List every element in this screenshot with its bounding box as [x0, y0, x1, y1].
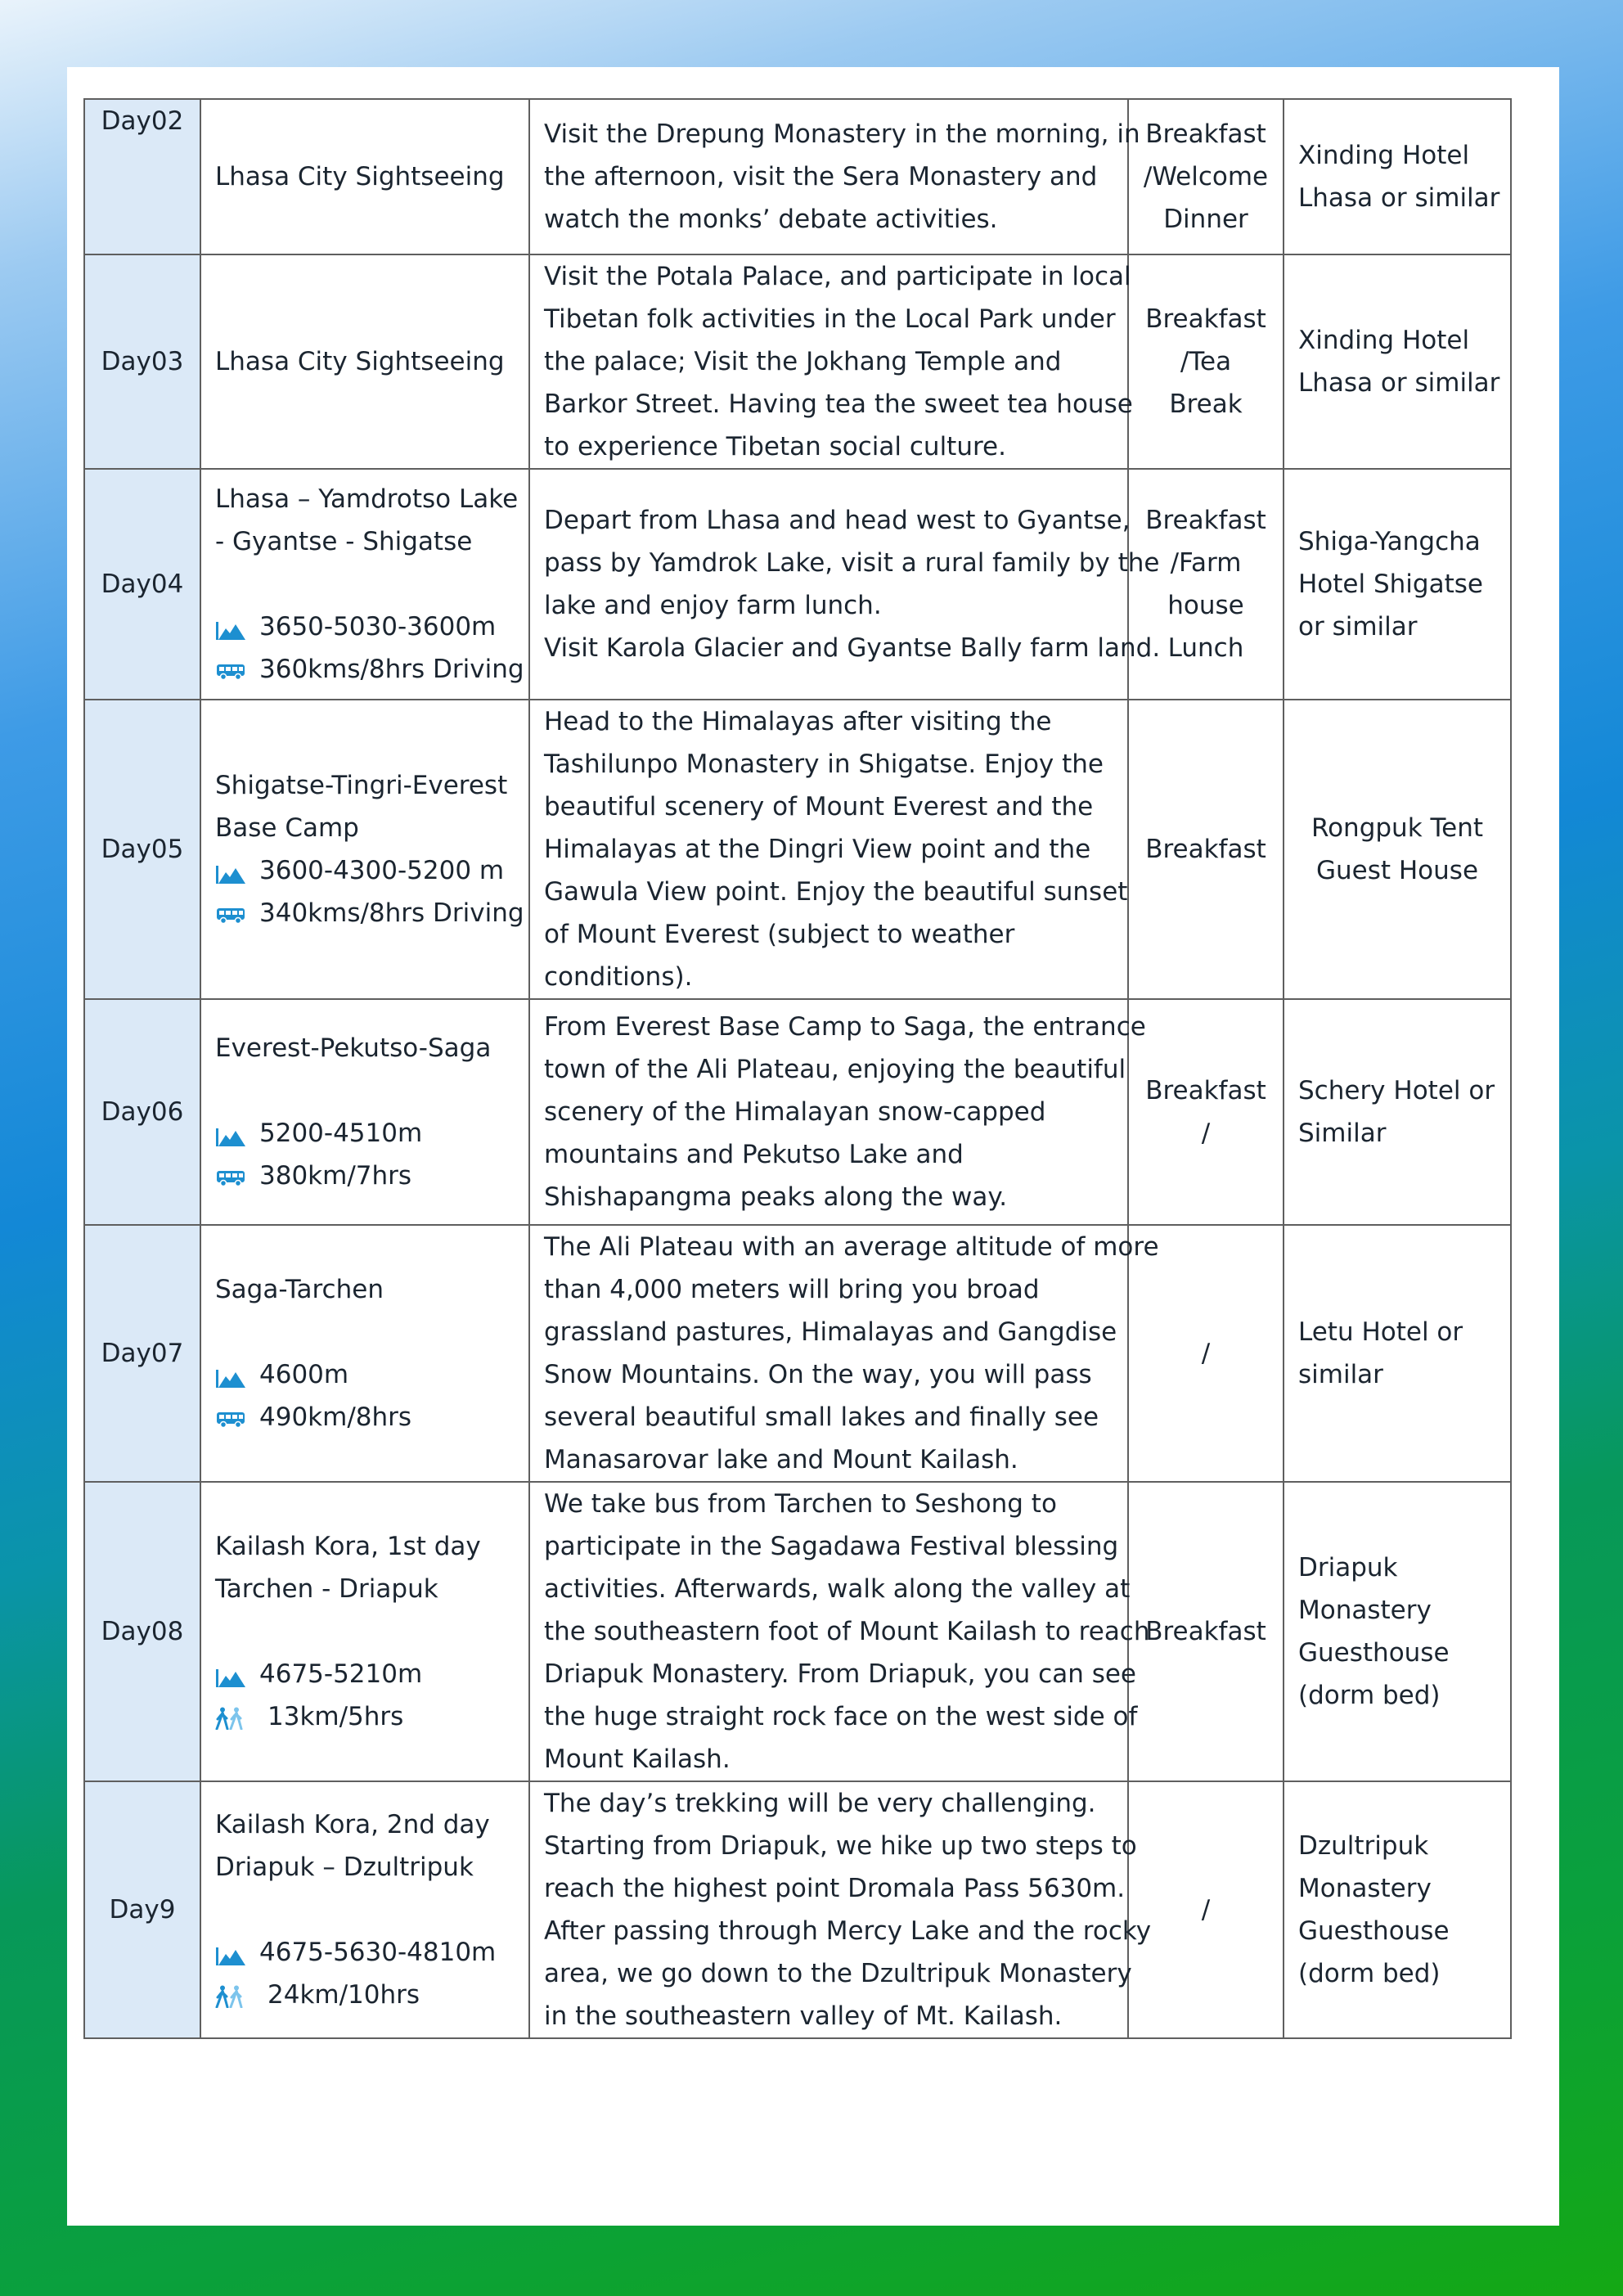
meals-line: Breakfast [1145, 506, 1266, 535]
trek-value: 24km/10hrs [268, 1980, 420, 2010]
description-line: participate in the Sagadawa Festival blessing [544, 1532, 1119, 1561]
description-line: mountains and Pekutso Lake and [544, 1140, 964, 1169]
hotel-cell [1284, 254, 1511, 469]
day-label: Day9 [109, 1895, 176, 1925]
description-cell [529, 469, 1161, 700]
trek-line [215, 1974, 515, 2016]
hotel-line: Xinding Hotel [1298, 141, 1470, 170]
description-line: Driapuk Monastery. From Driapuk, you can see [544, 1659, 1136, 1689]
hotel-cell [1284, 1482, 1511, 1781]
description-line: watch the monks’ debate activities. [544, 205, 998, 234]
route-line: Lhasa – Yamdrotso Lake [215, 484, 519, 514]
route-cell [200, 700, 529, 999]
hotel-line: Lhasa or similar [1298, 368, 1500, 398]
bus-icon [215, 660, 246, 682]
bus-icon [215, 1407, 246, 1430]
route-line: Lhasa City Sightseeing [215, 347, 505, 376]
spacer [215, 563, 515, 606]
description-line: Head to the Himalayas after visiting the [544, 707, 1052, 736]
day-cell [84, 1482, 200, 1781]
description-line: Visit the Potala Palace, and participate in local [544, 262, 1131, 291]
hotel-line: Schery Hotel or [1298, 1076, 1495, 1105]
description-line: Tashilunpo Monastery in Shigatse. Enjoy the [544, 750, 1104, 779]
distance-line [215, 1396, 515, 1438]
itinerary-page [67, 67, 1559, 2226]
distance-value: 380km/7hrs [259, 1161, 412, 1191]
mountain-icon [215, 861, 246, 884]
spacer [215, 1069, 515, 1112]
hotel-cell [1284, 999, 1511, 1225]
hotel-line: Hotel Shigatse [1298, 569, 1483, 599]
description-line: Tibetan folk activities in the Local Park under [544, 304, 1116, 334]
description-cell [529, 999, 1146, 1225]
route-line: Driapuk – Dzultripuk [215, 1853, 474, 1882]
hotel-line: Monastery [1298, 1874, 1432, 1903]
day-label: Day06 [101, 1097, 184, 1127]
meals-line: Breakfast [1145, 119, 1266, 149]
altitude-line [215, 1112, 515, 1155]
day-cell [84, 99, 200, 254]
altitude-value: 4600m [259, 1360, 349, 1389]
description-line: Himalayas at the Dingri View point and the [544, 835, 1091, 864]
description-line: Mount Kailash. [544, 1745, 731, 1774]
route-cell [200, 469, 529, 700]
itinerary-row [84, 999, 1511, 1225]
itinerary-row [84, 700, 1511, 999]
route-line: Saga-Tarchen [215, 1275, 384, 1304]
hotel-line: Similar [1298, 1119, 1387, 1148]
description-line: scenery of the Himalayan snow-capped [544, 1097, 1046, 1127]
route-cell [200, 1225, 529, 1482]
description-cell [529, 700, 1128, 999]
meals-cell [1128, 1781, 1284, 2038]
day-label: Day05 [101, 835, 184, 864]
distance-line [215, 892, 524, 934]
meals-line: Dinner [1163, 205, 1248, 234]
bus-icon [215, 1166, 246, 1189]
hotel-line: Xinding Hotel [1298, 326, 1470, 355]
meals-cell [1128, 469, 1284, 700]
day-cell [84, 1225, 200, 1482]
distance-line [215, 1155, 515, 1197]
day-label: Day02 [101, 106, 184, 136]
hotel-cell [1284, 469, 1511, 700]
mountain-icon [215, 1943, 246, 1965]
spacer [215, 1610, 515, 1653]
mountain-icon [215, 1664, 246, 1687]
day-cell [84, 700, 200, 999]
meals-cell [1128, 254, 1284, 469]
description-line: Manasarovar lake and Mount Kailash. [544, 1445, 1018, 1474]
day-label: Day03 [101, 347, 184, 376]
day-cell [84, 999, 200, 1225]
meals-line: /Tea [1180, 347, 1232, 376]
itinerary-row [84, 1781, 1511, 2038]
description-cell [529, 1225, 1159, 1482]
day-label: Day04 [101, 569, 184, 599]
meals-line: /Farm [1170, 548, 1242, 578]
description-line: From Everest Base Camp to Saga, the entrance [544, 1012, 1146, 1042]
meals-line: / [1201, 1119, 1211, 1148]
description-line: several beautiful small lakes and finally see [544, 1402, 1099, 1432]
hotel-line: Guesthouse [1298, 1638, 1450, 1668]
hotel-line: Dzultripuk [1298, 1831, 1429, 1861]
meals-line: Break [1169, 389, 1243, 419]
description-line: than 4,000 meters will bring you broad [544, 1275, 1040, 1304]
description-cell [529, 254, 1133, 469]
description-line: Visit the Drepung Monastery in the morning, in [544, 119, 1140, 149]
description-line: Snow Mountains. On the way, you will pass [544, 1360, 1092, 1389]
meals-cell [1128, 1225, 1284, 1482]
meals-line: house [1167, 591, 1244, 620]
route-cell [200, 1781, 529, 2038]
trek-value: 13km/5hrs [268, 1702, 404, 1731]
description-line: conditions). [544, 962, 693, 992]
route-line: Kailash Kora, 1st day [215, 1532, 481, 1561]
meals-line: / [1201, 1339, 1211, 1368]
route-cell [200, 99, 529, 254]
altitude-line [215, 1353, 515, 1396]
hotel-line: Letu Hotel or [1298, 1317, 1463, 1347]
description-line: the afternoon, visit the Sera Monastery and [544, 162, 1098, 191]
hotel-line: Guest House [1315, 856, 1479, 885]
description-cell [529, 1781, 1152, 2038]
meals-line: Breakfast [1145, 1076, 1266, 1105]
itinerary-row [84, 1482, 1511, 1781]
mountain-icon [215, 1123, 246, 1146]
itinerary-row [84, 99, 1511, 254]
description-cell [529, 99, 1140, 254]
description-line: After passing through Mercy Lake and the rocky [544, 1916, 1152, 1946]
itinerary-row [84, 469, 1511, 700]
hotel-line: similar [1298, 1360, 1383, 1389]
altitude-value: 5200-4510m [259, 1119, 423, 1148]
route-line: Shigatse-Tingri-Everest [215, 771, 508, 800]
hotel-line: Rongpuk Tent [1311, 813, 1484, 843]
hikers-icon [215, 1985, 246, 2008]
description-line: the palace; Visit the Jokhang Temple and [544, 347, 1062, 376]
description-line: beautiful scenery of Mount Everest and the [544, 792, 1094, 822]
bus-icon [215, 903, 246, 926]
meals-cell [1128, 999, 1284, 1225]
route-line: Everest-Pekutso-Saga [215, 1033, 492, 1063]
route-line: Lhasa City Sightseeing [215, 162, 505, 191]
itinerary-table [83, 98, 1512, 2039]
description-line: pass by Yamdrok Lake, visit a rural family by the [544, 548, 1160, 578]
hotel-line: Driapuk [1298, 1553, 1398, 1582]
altitude-value: 4675-5630-4810m [259, 1938, 497, 1967]
hotel-line: Shiga-Yangcha [1298, 527, 1481, 556]
route-line: Tarchen - Driapuk [215, 1574, 438, 1604]
description-line: area, we go down to the Dzultripuk Monastery [544, 1959, 1132, 1988]
altitude-line [215, 606, 515, 648]
meals-line: Breakfast [1145, 835, 1266, 864]
meals-line: Breakfast [1145, 1617, 1266, 1646]
description-line: Visit Karola Glacier and Gyantse Bally farm land. [544, 633, 1161, 663]
hotel-line: Lhasa or similar [1298, 183, 1500, 213]
day-label: Day08 [101, 1617, 184, 1646]
altitude-line [215, 849, 515, 892]
route-cell [200, 254, 529, 469]
distance-line [215, 648, 524, 691]
hotel-line: (dorm bed) [1298, 1681, 1441, 1710]
description-line: the southeastern foot of Mount Kailash to reach [544, 1617, 1150, 1646]
description-line: We take bus from Tarchen to Seshong to [544, 1489, 1057, 1519]
meals-cell [1128, 700, 1284, 999]
trek-line [215, 1695, 515, 1738]
description-line: The day’s trekking will be very challenging. [544, 1789, 1096, 1818]
altitude-line [215, 1931, 515, 1974]
meals-line: Lunch [1167, 633, 1244, 663]
altitude-line [215, 1653, 515, 1695]
route-cell [200, 1482, 529, 1781]
day-cell [84, 1781, 200, 2038]
altitude-value: 3600-4300-5200 m [259, 856, 505, 885]
hotel-line: or similar [1298, 612, 1418, 642]
route-line: - Gyantse - Shigatse [215, 527, 473, 556]
description-line: of Mount Everest (subject to weather [544, 920, 1015, 949]
meals-line: / [1201, 1895, 1211, 1925]
meals-cell [1128, 99, 1284, 254]
hotel-cell [1284, 1781, 1511, 2038]
meals-line: Breakfast [1145, 304, 1266, 334]
description-line: Depart from Lhasa and head west to Gyantse, [544, 506, 1131, 535]
distance-value: 340kms/8hrs Driving [259, 898, 524, 928]
hikers-icon [215, 1707, 246, 1730]
meals-cell [1128, 1482, 1284, 1781]
hotel-cell [1284, 700, 1511, 999]
description-line: Barkor Street. Having tea the sweet tea house [544, 389, 1133, 419]
hotel-line: Guesthouse [1298, 1916, 1450, 1946]
hotel-cell [1284, 1225, 1511, 1482]
itinerary-row [84, 1225, 1511, 1482]
description-line: Starting from Driapuk, we hike up two steps to [544, 1831, 1137, 1861]
mountain-icon [215, 1365, 246, 1388]
description-line: town of the Ali Plateau, enjoying the beautiful [544, 1055, 1126, 1084]
description-cell [529, 1482, 1150, 1781]
hotel-line: Monastery [1298, 1596, 1432, 1625]
description-line: The Ali Plateau with an average altitude of more [544, 1232, 1159, 1262]
description-line: Gawula View point. Enjoy the beautiful sunset [544, 877, 1128, 907]
description-line: grassland pastures, Himalayas and Gangdise [544, 1317, 1117, 1347]
altitude-value: 3650-5030-3600m [259, 612, 497, 642]
description-line: reach the highest point Dromala Pass 5630m. [544, 1874, 1126, 1903]
hotel-line: (dorm bed) [1298, 1959, 1441, 1988]
distance-value: 490km/8hrs [259, 1402, 412, 1432]
description-line: to experience Tibetan social culture. [544, 432, 1006, 461]
distance-value: 360kms/8hrs Driving [259, 655, 524, 684]
description-line: Shishapangma peaks along the way. [544, 1182, 1008, 1212]
route-line: Base Camp [215, 813, 359, 843]
day-cell [84, 469, 200, 700]
description-line: activities. Afterwards, walk along the valley at [544, 1574, 1131, 1604]
day-label: Day07 [101, 1339, 184, 1368]
description-line: lake and enjoy farm lunch. [544, 591, 882, 620]
route-line: Kailash Kora, 2nd day [215, 1810, 490, 1839]
hotel-cell [1284, 99, 1511, 254]
mountain-icon [215, 617, 246, 640]
description-line: the huge straight rock face on the west side of [544, 1702, 1138, 1731]
altitude-value: 4675-5210m [259, 1659, 423, 1689]
meals-line: /Welcome [1143, 162, 1269, 191]
day-cell [84, 254, 200, 469]
spacer [215, 1889, 515, 1931]
spacer [215, 1311, 515, 1353]
itinerary-row [84, 254, 1511, 469]
description-line: in the southeastern valley of Mt. Kailash. [544, 2001, 1063, 2031]
route-cell [200, 999, 529, 1225]
